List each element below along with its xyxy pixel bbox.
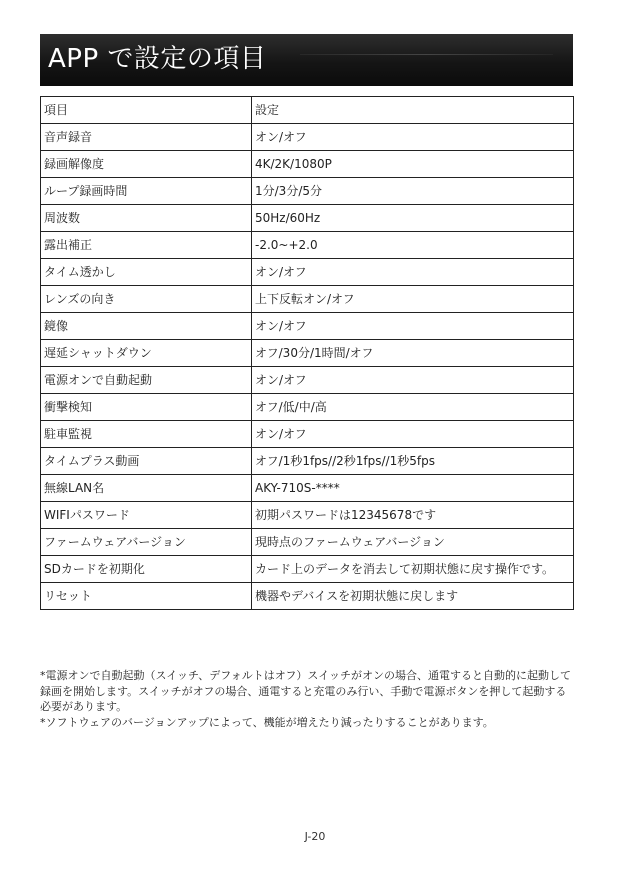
table-row: [41, 205, 574, 232]
item-cell: SDカードを初期化: [41, 556, 252, 583]
table-row: [41, 367, 574, 394]
setting-cell: オフ/30分/1時間/オフ: [252, 340, 574, 367]
setting-cell: 50Hz/60Hz: [252, 205, 574, 232]
setting-cell: -2.0~+2.0: [252, 232, 574, 259]
table-row: [41, 124, 574, 151]
table-row: [41, 502, 574, 529]
item-cell: 遅延シャットダウン: [41, 340, 252, 367]
item-cell: ループ録画時間: [41, 178, 252, 205]
setting-cell: 機器やデバイスを初期状態に戻します: [252, 583, 574, 610]
item-cell: 鏡像: [41, 313, 252, 340]
setting-cell: オフ/1秒1fps//2秒1fps//1秒5fps: [252, 448, 574, 475]
item-cell: 駐車監視: [41, 421, 252, 448]
setting-cell: 1分/3分/5分: [252, 178, 574, 205]
page-title: APP で設定の項目: [48, 44, 267, 74]
table-row: [41, 556, 574, 583]
setting-cell: オン/オフ: [252, 259, 574, 286]
settings-table-body: [41, 97, 574, 610]
table-row: [41, 313, 574, 340]
notes-section: [40, 668, 575, 730]
item-cell: タイム透かし: [41, 259, 252, 286]
settings-table: [40, 96, 574, 610]
setting-cell: 上下反転オン/オフ: [252, 286, 574, 313]
setting-cell: 初期パスワードは12345678です: [252, 502, 574, 529]
header-cell-setting: 設定: [252, 97, 574, 124]
item-cell: 音声録音: [41, 124, 252, 151]
setting-cell: オン/オフ: [252, 367, 574, 394]
header-banner: [40, 34, 573, 86]
table-row: [41, 394, 574, 421]
setting-cell: カード上のデータを消去して初期状態に戻す操作です。: [252, 556, 574, 583]
item-cell: タイムプラス動画: [41, 448, 252, 475]
header-cell-item: 項目: [41, 97, 252, 124]
item-cell: 周波数: [41, 205, 252, 232]
table-row: [41, 259, 574, 286]
item-cell: レンズの向き: [41, 286, 252, 313]
table-row: [41, 340, 574, 367]
item-cell: 録画解像度: [41, 151, 252, 178]
page-number: J-20: [304, 830, 326, 843]
setting-cell: オン/オフ: [252, 124, 574, 151]
item-cell: WIFIパスワード: [41, 502, 252, 529]
setting-cell: オフ/低/中/高: [252, 394, 574, 421]
note-software-update: *ソフトウェアのバージョンアップによって、機能が増えたり減ったりすることがあります。: [40, 715, 494, 729]
table-row: [41, 475, 574, 502]
item-cell: 無線LAN名: [41, 475, 252, 502]
table-row: [41, 529, 574, 556]
table-row: [41, 286, 574, 313]
setting-cell: 4K/2K/1080P: [252, 151, 574, 178]
item-cell: ファームウェアバージョン: [41, 529, 252, 556]
table-row: [41, 151, 574, 178]
table-row: [41, 583, 574, 610]
table-row: [41, 232, 574, 259]
setting-cell: オン/オフ: [252, 421, 574, 448]
setting-cell: オン/オフ: [252, 313, 574, 340]
item-cell: リセット: [41, 583, 252, 610]
table-header-row: [41, 97, 574, 124]
item-cell: 露出補正: [41, 232, 252, 259]
setting-cell: 現時点のファームウェアバージョン: [252, 529, 574, 556]
item-cell: 電源オンで自動起動: [41, 367, 252, 394]
table-row: [41, 421, 574, 448]
table-row: [41, 178, 574, 205]
note-auto-start: *電源オンで自動起動（スイッチ、デフォルトはオフ）スイッチがオンの場合、通電すると自動的に起動して録画を開始します。スイッチがオフの場合、通電すると充電のみ行い、手動で電源ボタンを押して起動する必要があります。: [40, 669, 571, 713]
table-row: [41, 448, 574, 475]
item-cell: 衝撃検知: [41, 394, 252, 421]
setting-cell: AKY-710S-****: [252, 475, 574, 502]
